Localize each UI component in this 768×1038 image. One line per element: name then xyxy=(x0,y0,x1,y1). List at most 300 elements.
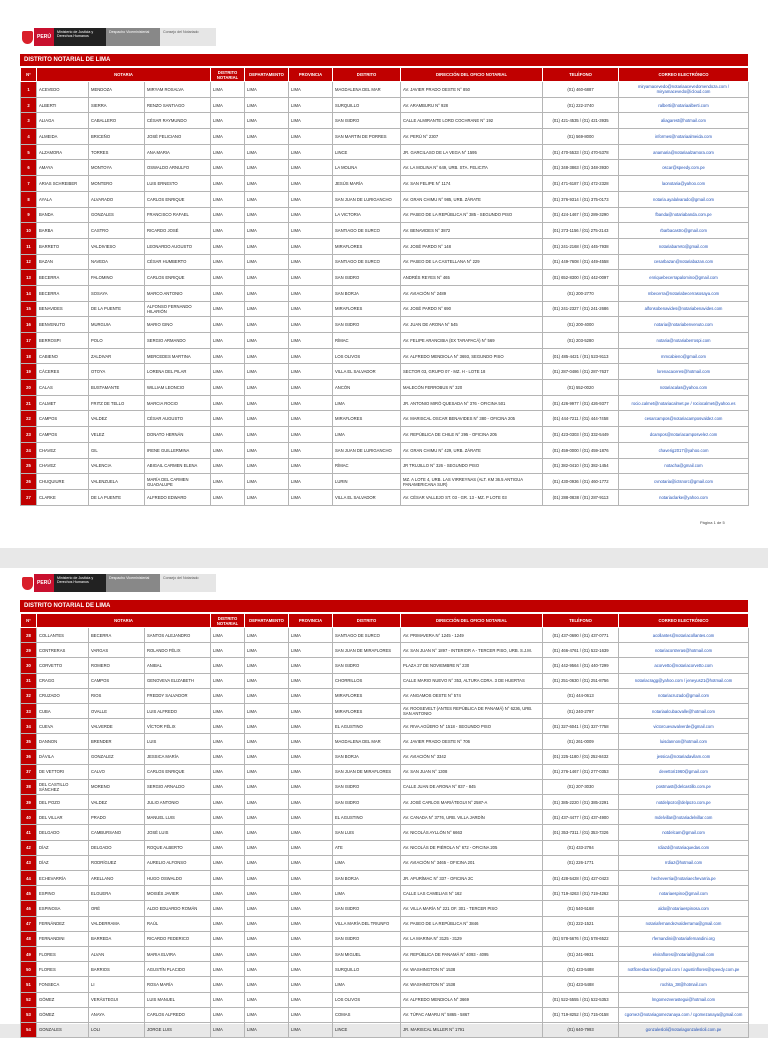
cell-province: LIMA xyxy=(289,176,333,192)
cell-district: SAN BORJA xyxy=(333,871,401,886)
cell-district: SANTIAGO DE SURCO xyxy=(333,223,401,239)
cell-first-surname: CLARKE xyxy=(37,489,89,505)
cell-first-surname: DEL VILLAR xyxy=(37,810,89,825)
cell-email[interactable]: notariaclarke@yahoo.com xyxy=(619,489,749,505)
cell-first-surname: BENAVIDES xyxy=(37,301,89,317)
cell-department: LIMA xyxy=(245,97,289,113)
cell-email[interactable]: postmast@delcastillo.com.pe xyxy=(619,779,749,794)
cell-row-number: 15 xyxy=(21,301,37,317)
table-row xyxy=(21,254,749,270)
cell-notarial-district: LIMA xyxy=(211,238,245,254)
col-header-phone: TELÉFONO xyxy=(543,614,619,628)
cell-email[interactable]: gonzalesloli@notariagonzalesloli.com.pe xyxy=(619,1022,749,1037)
cell-phone: (01) 522-5555 / (01) 522-5353 xyxy=(543,992,619,1007)
cell-first-surname: CUBA xyxy=(37,703,89,718)
table-row xyxy=(21,628,749,643)
cell-phone: (01) 460-6887 xyxy=(543,82,619,98)
cell-province: LIMA xyxy=(289,144,333,160)
cell-address: AV. PERÚ N° 2307 xyxy=(401,129,543,145)
cell-first-surname: CAMPOS xyxy=(37,427,89,443)
cell-address: AV. SAN JUAN N° 1897 - INTERIOR A - TERCER PISO, URB. S.J.M. xyxy=(401,643,543,658)
cell-email[interactable]: rochita_38@hotmail.com xyxy=(619,977,749,992)
cell-district: LURIN xyxy=(333,474,401,490)
cell-district: SAN MARTIN DE PORRES xyxy=(333,129,401,145)
cell-address: AV. JOSÉ PARDO N° 148 xyxy=(401,238,543,254)
cell-given-names: MARCO ANTONIO xyxy=(145,285,211,301)
cell-row-number: 38 xyxy=(21,779,37,794)
cell-row-number: 30 xyxy=(21,658,37,673)
cell-email[interactable]: rdiazd@notariaquedas.com xyxy=(619,840,749,855)
cell-first-surname: CHAVEZ xyxy=(37,442,89,458)
cell-province: LIMA xyxy=(289,977,333,992)
cell-first-surname: CUEVA xyxy=(37,719,89,734)
cell-email[interactable]: notariabarreto@gmail.com xyxy=(619,238,749,254)
cell-department: LIMA xyxy=(245,348,289,364)
cell-second-surname: ANAYA xyxy=(89,1007,145,1022)
cell-email[interactable]: rrdiaz@hotmail.com xyxy=(619,855,749,870)
cell-department: LIMA xyxy=(245,129,289,145)
cell-district: VILLA MARÍA DEL TRIUNFO xyxy=(333,916,401,931)
cell-second-surname: DE LA PUENTE xyxy=(89,489,145,505)
cell-phone: (01) 578-5676 / (01) 578-6522 xyxy=(543,931,619,946)
cell-notarial-district: LIMA xyxy=(211,703,245,718)
cell-district: MIRAFLORES xyxy=(333,238,401,254)
table-row xyxy=(21,1007,749,1022)
cell-email[interactable]: cesarcampos@notariacamposvaldez.com xyxy=(619,411,749,427)
cell-first-surname: CRUZADO xyxy=(37,688,89,703)
cell-email[interactable]: notariaalcubaovalle@hotmail.com xyxy=(619,703,749,718)
cell-notarial-district: LIMA xyxy=(211,810,245,825)
cell-email[interactable]: aliagarest@hotmail.com xyxy=(619,113,749,129)
cell-first-surname: BARBA xyxy=(37,223,89,239)
cell-notarial-district: LIMA xyxy=(211,301,245,317)
cell-row-number: 9 xyxy=(21,207,37,223)
logo-direction-label: Consejo del Notariado xyxy=(160,28,216,46)
cell-province: LIMA xyxy=(289,749,333,764)
cell-department: LIMA xyxy=(245,688,289,703)
table-row xyxy=(21,160,749,176)
cell-notarial-district: LIMA xyxy=(211,270,245,286)
cell-notarial-district: LIMA xyxy=(211,658,245,673)
cell-notarial-district: LIMA xyxy=(211,795,245,810)
cell-district: MIRAFLORES xyxy=(333,411,401,427)
cell-province: LIMA xyxy=(289,734,333,749)
cell-district: LIMA xyxy=(333,427,401,443)
cell-first-surname: DEL CASTILLO SÁNCHEZ xyxy=(37,779,89,794)
cell-district: MIRAFLORES xyxy=(333,703,401,718)
col-header-address: DIRECCIÓN DEL OFICIO NOTARIAL xyxy=(401,68,543,82)
cell-address: AV. JAVIER PRADO OESTE N° 850 xyxy=(401,82,543,98)
cell-email[interactable]: elviraflores@notarial@gmail.com xyxy=(619,946,749,961)
table-row xyxy=(21,1022,749,1037)
cell-phone: (01) 207-3030 xyxy=(543,779,619,794)
cell-second-surname: POLO xyxy=(89,333,145,349)
cell-first-surname: ESPINOSA xyxy=(37,901,89,916)
cell-row-number: 13 xyxy=(21,270,37,286)
cell-email[interactable]: fbanda@notariabanda.com.pe xyxy=(619,207,749,223)
cell-address: AV. PASEO DE LA CASTELLANA N° 229 xyxy=(401,254,543,270)
cell-province: LIMA xyxy=(289,719,333,734)
cell-notarial-district: LIMA xyxy=(211,673,245,688)
cell-first-surname: BECERRA xyxy=(37,285,89,301)
cell-province: LIMA xyxy=(289,673,333,688)
cell-second-surname: CAMPOS xyxy=(89,673,145,688)
cell-email[interactable]: luisdannon@hotmail.com xyxy=(619,734,749,749)
cell-row-number: 11 xyxy=(21,238,37,254)
cell-first-surname: GÓMEZ xyxy=(37,992,89,1007)
table-row xyxy=(21,703,749,718)
cell-address: AV. CÉSAR VALLEJO ST. 03 - GR. 13 - MZ. P LOTE 03 xyxy=(401,489,543,505)
cell-given-names: AGUSTÍN PLACIDO xyxy=(145,962,211,977)
cell-phone: (01) 444-0613 xyxy=(543,688,619,703)
cell-department: LIMA xyxy=(245,840,289,855)
cell-phone: (01) 421-4535 / (01) 421-3935 xyxy=(543,113,619,129)
col-header-province: PROVINCIA xyxy=(289,614,333,628)
cell-given-names: MANUEL LUIS xyxy=(145,810,211,825)
cell-province: LIMA xyxy=(289,946,333,961)
cell-district: SAN JUAN DE MIRAFLORES xyxy=(333,764,401,779)
cell-address: AV. WASHINGTON N° 1538 xyxy=(401,977,543,992)
cell-province: LIMA xyxy=(289,364,333,380)
cell-email[interactable]: mdelvillar@notariadelvillar.com xyxy=(619,810,749,825)
cell-district: LA VICTORIA xyxy=(333,207,401,223)
cell-province: LIMA xyxy=(289,113,333,129)
cell-notarial-district: LIMA xyxy=(211,855,245,870)
cell-row-number: 3 xyxy=(21,113,37,129)
cell-email[interactable]: anamaria@notariaalzamora.com xyxy=(619,144,749,160)
cell-email[interactable]: cvnotaria@ictsnorc@gmail.com xyxy=(619,474,749,490)
cell-department: LIMA xyxy=(245,254,289,270)
cell-department: LIMA xyxy=(245,871,289,886)
cell-row-number: 29 xyxy=(21,643,37,658)
cell-second-surname: RODRÍGUEZ xyxy=(89,855,145,870)
cell-department: LIMA xyxy=(245,886,289,901)
table-row xyxy=(21,643,749,658)
cell-email[interactable]: mmcabieno@gmail.com xyxy=(619,348,749,364)
cell-given-names: CARLOS ENRIQUE xyxy=(145,764,211,779)
cell-phone: (01) 353-7311 / (01) 353-7326 xyxy=(543,825,619,840)
cell-department: LIMA xyxy=(245,411,289,427)
cell-address: AV. JAVIER PRADO OESTE N° 706 xyxy=(401,734,543,749)
cell-first-surname: BANDA xyxy=(37,207,89,223)
cell-notarial-district: LIMA xyxy=(211,176,245,192)
table-row xyxy=(21,380,749,396)
cell-email[interactable]: lorenacaceres@hotmail.com xyxy=(619,364,749,380)
cell-district: ANCÓN xyxy=(333,380,401,396)
cell-department: LIMA xyxy=(245,977,289,992)
cell-district: SAN BORJA xyxy=(333,285,401,301)
cell-department: LIMA xyxy=(245,301,289,317)
cell-first-surname: DÁVILA xyxy=(37,749,89,764)
cell-email[interactable]: informes@notariaalmeida.com xyxy=(619,129,749,145)
cell-district: VILLA EL SALVADOR xyxy=(333,364,401,380)
col-header-notarial-district: DISTRITO NOTARIAL xyxy=(211,614,245,628)
cell-email[interactable]: notariacontreras@hotmail.com xyxy=(619,643,749,658)
cell-first-surname: AYALA xyxy=(37,191,89,207)
cell-phone: (01) 240-2797 xyxy=(543,703,619,718)
cell-district: SAN JUAN DE LURIGANCHO xyxy=(333,442,401,458)
table-row xyxy=(21,489,749,505)
cell-phone: (01) 640-7993 xyxy=(543,1022,619,1037)
cell-row-number: 53 xyxy=(21,1007,37,1022)
cell-row-number: 34 xyxy=(21,719,37,734)
cell-address: AV. LA MOLINA N° 649, URB. STA. FELICITA xyxy=(401,160,543,176)
ministry-logo-page-2 xyxy=(20,574,216,592)
cell-department: LIMA xyxy=(245,855,289,870)
table-row xyxy=(21,962,749,977)
col-header-district: DISTRITO xyxy=(333,614,401,628)
cell-department: LIMA xyxy=(245,946,289,961)
cell-phone: (01) 261-0009 xyxy=(543,734,619,749)
cell-province: LIMA xyxy=(289,825,333,840)
page-title-page-2: DISTRITO NOTARIAL DE LIMA xyxy=(20,600,748,612)
cell-department: LIMA xyxy=(245,810,289,825)
col-header-phone: TELÉFONO xyxy=(543,68,619,82)
cell-department: LIMA xyxy=(245,474,289,490)
cell-second-surname: VALDERRAMA xyxy=(89,916,145,931)
cell-district: SAN MIGUEL xyxy=(333,946,401,961)
cell-department: LIMA xyxy=(245,703,289,718)
cell-second-surname: SOSAYA xyxy=(89,285,145,301)
cell-second-surname: VALDEZ xyxy=(89,411,145,427)
cell-notarial-district: LIMA xyxy=(211,931,245,946)
cell-phone: (01) 423-5488 xyxy=(543,962,619,977)
cell-second-surname: GIL xyxy=(89,442,145,458)
cell-email[interactable]: acollantes@notariacollantes.com xyxy=(619,628,749,643)
cell-email[interactable]: notaria@notariaberrospi.com xyxy=(619,333,749,349)
cell-province: LIMA xyxy=(289,223,333,239)
cell-notarial-district: LIMA xyxy=(211,734,245,749)
cell-email[interactable]: jessica@notariadavilam.com xyxy=(619,749,749,764)
cell-phone: (01) 423-0303 / (01) 332-5449 xyxy=(543,427,619,443)
cell-email[interactable]: notariacragg@yahoo.com / jeneyus21@hotmail.com xyxy=(619,673,749,688)
cell-email[interactable]: hecheverria@notariaechevarria.pe xyxy=(619,871,749,886)
cell-second-surname: GONZALEZ xyxy=(89,749,145,764)
cell-department: LIMA xyxy=(245,442,289,458)
cell-email[interactable]: notacha@gmail.com xyxy=(619,458,749,474)
table-row xyxy=(21,97,749,113)
cell-address: AV. SAN JUAN N° 1308 xyxy=(401,764,543,779)
cell-notarial-district: LIMA xyxy=(211,427,245,443)
cell-email[interactable]: notariacalas@yahoo.com xyxy=(619,380,749,396)
table-row xyxy=(21,810,749,825)
cell-email[interactable]: ralberti@notariaalberti.com xyxy=(619,97,749,113)
cell-province: LIMA xyxy=(289,191,333,207)
cell-row-number: 8 xyxy=(21,191,37,207)
cell-email[interactable]: notdelpozo@delpozo.com.pe xyxy=(619,795,749,810)
table-header-row xyxy=(21,68,749,82)
table-row xyxy=(21,176,749,192)
cell-province: LIMA xyxy=(289,411,333,427)
cell-address: AV. JOSÉ CARLOS MARIÁTEGUI N° 2587-A xyxy=(401,795,543,810)
cell-second-surname: TORRES xyxy=(89,144,145,160)
cell-second-surname: CABALLERO xyxy=(89,113,145,129)
cell-given-names: RAÚL xyxy=(145,916,211,931)
cell-province: LIMA xyxy=(289,992,333,1007)
notary-table-page-1 xyxy=(20,67,749,506)
cell-email[interactable]: laonotaria@yahoo.com xyxy=(619,176,749,192)
cell-address: AV. ROOSEVELT (ANTES REPÚBLICA DE PANAMÁ) N° 6236, URB. SAN ANTONIO xyxy=(401,703,543,718)
cell-phone: (01) 437-0690 / (01) 437-0771 xyxy=(543,628,619,643)
cell-first-surname: CONTRERAS xyxy=(37,643,89,658)
table-header-row xyxy=(21,614,749,628)
cell-given-names: OSWALDO ARNULFO xyxy=(145,160,211,176)
cell-email[interactable]: chaverig2017@yahoo.com xyxy=(619,442,749,458)
cell-email[interactable]: devettori1960@gmail.com xyxy=(619,764,749,779)
table-row xyxy=(21,749,749,764)
cell-row-number: 41 xyxy=(21,825,37,840)
cell-district: SAN ISIDRO xyxy=(333,931,401,946)
cell-district: SANTIAGO DE SURCO xyxy=(333,254,401,270)
col-header-notary: NOTARIA xyxy=(37,614,211,628)
cell-given-names: ANA MARIA xyxy=(145,144,211,160)
cell-second-surname: BRENDER xyxy=(89,734,145,749)
logo-peru-label: PERÚ xyxy=(34,28,54,46)
cell-phone: (01) 430-0936 / (01) 460-1772 xyxy=(543,474,619,490)
cell-first-surname: DÍAZ xyxy=(37,855,89,870)
cell-province: LIMA xyxy=(289,962,333,977)
cell-district: MIRAFLORES xyxy=(333,688,401,703)
cell-notarial-district: LIMA xyxy=(211,442,245,458)
cell-second-surname: ORÉ xyxy=(89,901,145,916)
cell-given-names: JOSÉ LUIS xyxy=(145,825,211,840)
cell-email[interactable]: cesarbazan@notariabazan.com xyxy=(619,254,749,270)
cell-first-surname: ALBERTI xyxy=(37,97,89,113)
cell-province: LIMA xyxy=(289,931,333,946)
cell-province: LIMA xyxy=(289,82,333,98)
cell-email[interactable]: rbarbacastro@gmail.com xyxy=(619,223,749,239)
cell-row-number: 54 xyxy=(21,1022,37,1037)
cell-row-number: 32 xyxy=(21,688,37,703)
cell-email[interactable]: aldo@notariaespinosa.com xyxy=(619,901,749,916)
cell-given-names: ALFONSO FERNANDO HILARIÓN xyxy=(145,301,211,317)
cell-first-surname: BAZAN xyxy=(37,254,89,270)
cell-notarial-district: LIMA xyxy=(211,191,245,207)
cell-phone: (01) 287-0486 / (01) 287-7637 xyxy=(543,364,619,380)
cell-given-names: MARIA ELVIRA xyxy=(145,946,211,961)
cell-first-surname: FLORES xyxy=(37,946,89,961)
cell-email[interactable]: notaria@notariabenvenuto.com xyxy=(619,317,749,333)
cell-given-names: WILLIAM LEONCIO xyxy=(145,380,211,396)
cell-department: LIMA xyxy=(245,191,289,207)
cell-row-number: 24 xyxy=(21,442,37,458)
table-row xyxy=(21,82,749,98)
cell-first-surname: CHAVEZ xyxy=(37,458,89,474)
cell-department: LIMA xyxy=(245,749,289,764)
cell-email[interactable]: rocio.calmet@notariacalmet.pe / rociocalmet@yahoo.es xyxy=(619,395,749,411)
cell-second-surname: BUSTAMANTE xyxy=(89,380,145,396)
cell-address: JR TRUJILLO N° 326 - SEGUNDO PISO xyxy=(401,458,543,474)
table-row xyxy=(21,270,749,286)
cell-department: LIMA xyxy=(245,992,289,1007)
cell-phone: (01) 376-9314 / (01) 375-0173 xyxy=(543,191,619,207)
cell-email[interactable]: cgomez@notariagomezanaya.com / cgomezanaya@gmail.com xyxy=(619,1007,749,1022)
cell-province: LIMA xyxy=(289,658,333,673)
cell-first-surname: DE VETTORI xyxy=(37,764,89,779)
cell-notarial-district: LIMA xyxy=(211,643,245,658)
table-row xyxy=(21,795,749,810)
cell-email[interactable]: notariafernandezvalderrama@gmail.com xyxy=(619,916,749,931)
cell-address: CALLE MARIO NUEVO N° 353, ALTURA CDRA. 3 DE HUERTAS xyxy=(401,673,543,688)
cell-address: SECTOR 03, GRUPO 07 - MZ. H - LOTE 18 xyxy=(401,364,543,380)
cell-phone: (01) 433-2784 xyxy=(543,840,619,855)
cell-first-surname: CORVETTO xyxy=(37,658,89,673)
cell-notarial-district: LIMA xyxy=(211,380,245,396)
cell-given-names: JOSÉ FELICIANO xyxy=(145,129,211,145)
cell-phone: (01) 273-1156 / (01) 275-2143 xyxy=(543,223,619,239)
cell-email[interactable]: enriquebecerrapalomino@gmail.com xyxy=(619,270,749,286)
cell-phone: (01) 241-2327 / (01) 241-2686 xyxy=(543,301,619,317)
cell-email[interactable]: victorcuevavalverde@gmail.com xyxy=(619,719,749,734)
cell-email[interactable]: notariacruzado@gmail.com xyxy=(619,688,749,703)
cell-row-number: 31 xyxy=(21,673,37,688)
cell-first-surname: ACEVEDO xyxy=(37,82,89,98)
cell-department: LIMA xyxy=(245,333,289,349)
cell-second-surname: PALOMINO xyxy=(89,270,145,286)
cell-notarial-district: LIMA xyxy=(211,223,245,239)
cell-second-surname: PRADO xyxy=(89,810,145,825)
cell-email[interactable]: miryamacevedo@notariaacevedomendoza.com / miryamacevedo@icloud.com xyxy=(619,82,749,98)
cell-first-surname: CRAGG xyxy=(37,673,89,688)
cell-province: LIMA xyxy=(289,489,333,505)
cell-given-names: SANTOS ALEJANDRO xyxy=(145,628,211,643)
cell-notarial-district: LIMA xyxy=(211,395,245,411)
cell-row-number: 20 xyxy=(21,380,37,396)
cell-district: EL AGUSTINO xyxy=(333,810,401,825)
cell-email[interactable]: dcampos@notariacamposvelez.com xyxy=(619,427,749,443)
cell-email[interactable]: rfernandini@notariafernandini.org xyxy=(619,931,749,946)
cell-email[interactable]: oscar@speedy.com.pe xyxy=(619,160,749,176)
cell-address: JR. GARCILASO DE LA VEGA N° 1595 xyxy=(401,144,543,160)
cell-notarial-district: LIMA xyxy=(211,317,245,333)
cell-department: LIMA xyxy=(245,628,289,643)
cell-given-names: MARCIA ROCIO xyxy=(145,395,211,411)
cell-second-surname: MURGUIA xyxy=(89,317,145,333)
cell-given-names: ROLANDO FÉLIX xyxy=(145,643,211,658)
cell-province: LIMA xyxy=(289,333,333,349)
cell-email[interactable]: alfonsobenavides@notariabenavides.com xyxy=(619,301,749,317)
cell-email[interactable]: notfloresbarrios@gmail.com / agustinflores@speedy.com.pe xyxy=(619,962,749,977)
cell-email[interactable]: notaria.ayalalvarado@gmail.com xyxy=(619,191,749,207)
cell-second-surname: OTOYA xyxy=(89,364,145,380)
cell-row-number: 26 xyxy=(21,474,37,490)
cell-address: AV. NICOLÁS DE PIÉROLA N° 672 - OFICINA 205 xyxy=(401,840,543,855)
cell-row-number: 43 xyxy=(21,855,37,870)
cell-address: AV. NICOLÁS AYLLÓN N° 6663 xyxy=(401,825,543,840)
cell-province: LIMA xyxy=(289,301,333,317)
table-row xyxy=(21,113,749,129)
cell-address: AV. AVIACIÓN N° 2489 xyxy=(401,285,543,301)
cell-address: AV. PASEO DE LA REPÚBLICA N° 3846 xyxy=(401,916,543,931)
cell-province: LIMA xyxy=(289,160,333,176)
cell-given-names: MIRYAM ROSALVA xyxy=(145,82,211,98)
cell-email[interactable]: lmgomezverastegui@hotmail.com xyxy=(619,992,749,1007)
cell-email[interactable]: acorvetto@notariacorvetto.com xyxy=(619,658,749,673)
table-row xyxy=(21,427,749,443)
cell-department: LIMA xyxy=(245,160,289,176)
cell-department: LIMA xyxy=(245,643,289,658)
cell-row-number: 52 xyxy=(21,992,37,1007)
table-row xyxy=(21,673,749,688)
cell-email[interactable]: notdelcam@gmail.com xyxy=(619,825,749,840)
cell-row-number: 48 xyxy=(21,931,37,946)
cell-email[interactable]: notariaespino@gmail.com xyxy=(619,886,749,901)
cell-district: SAN ISIDRO xyxy=(333,113,401,129)
table-row xyxy=(21,916,749,931)
cell-department: LIMA xyxy=(245,364,289,380)
cell-email[interactable]: mbecerra@notariabecerrasosaya.com xyxy=(619,285,749,301)
table-row xyxy=(21,317,749,333)
